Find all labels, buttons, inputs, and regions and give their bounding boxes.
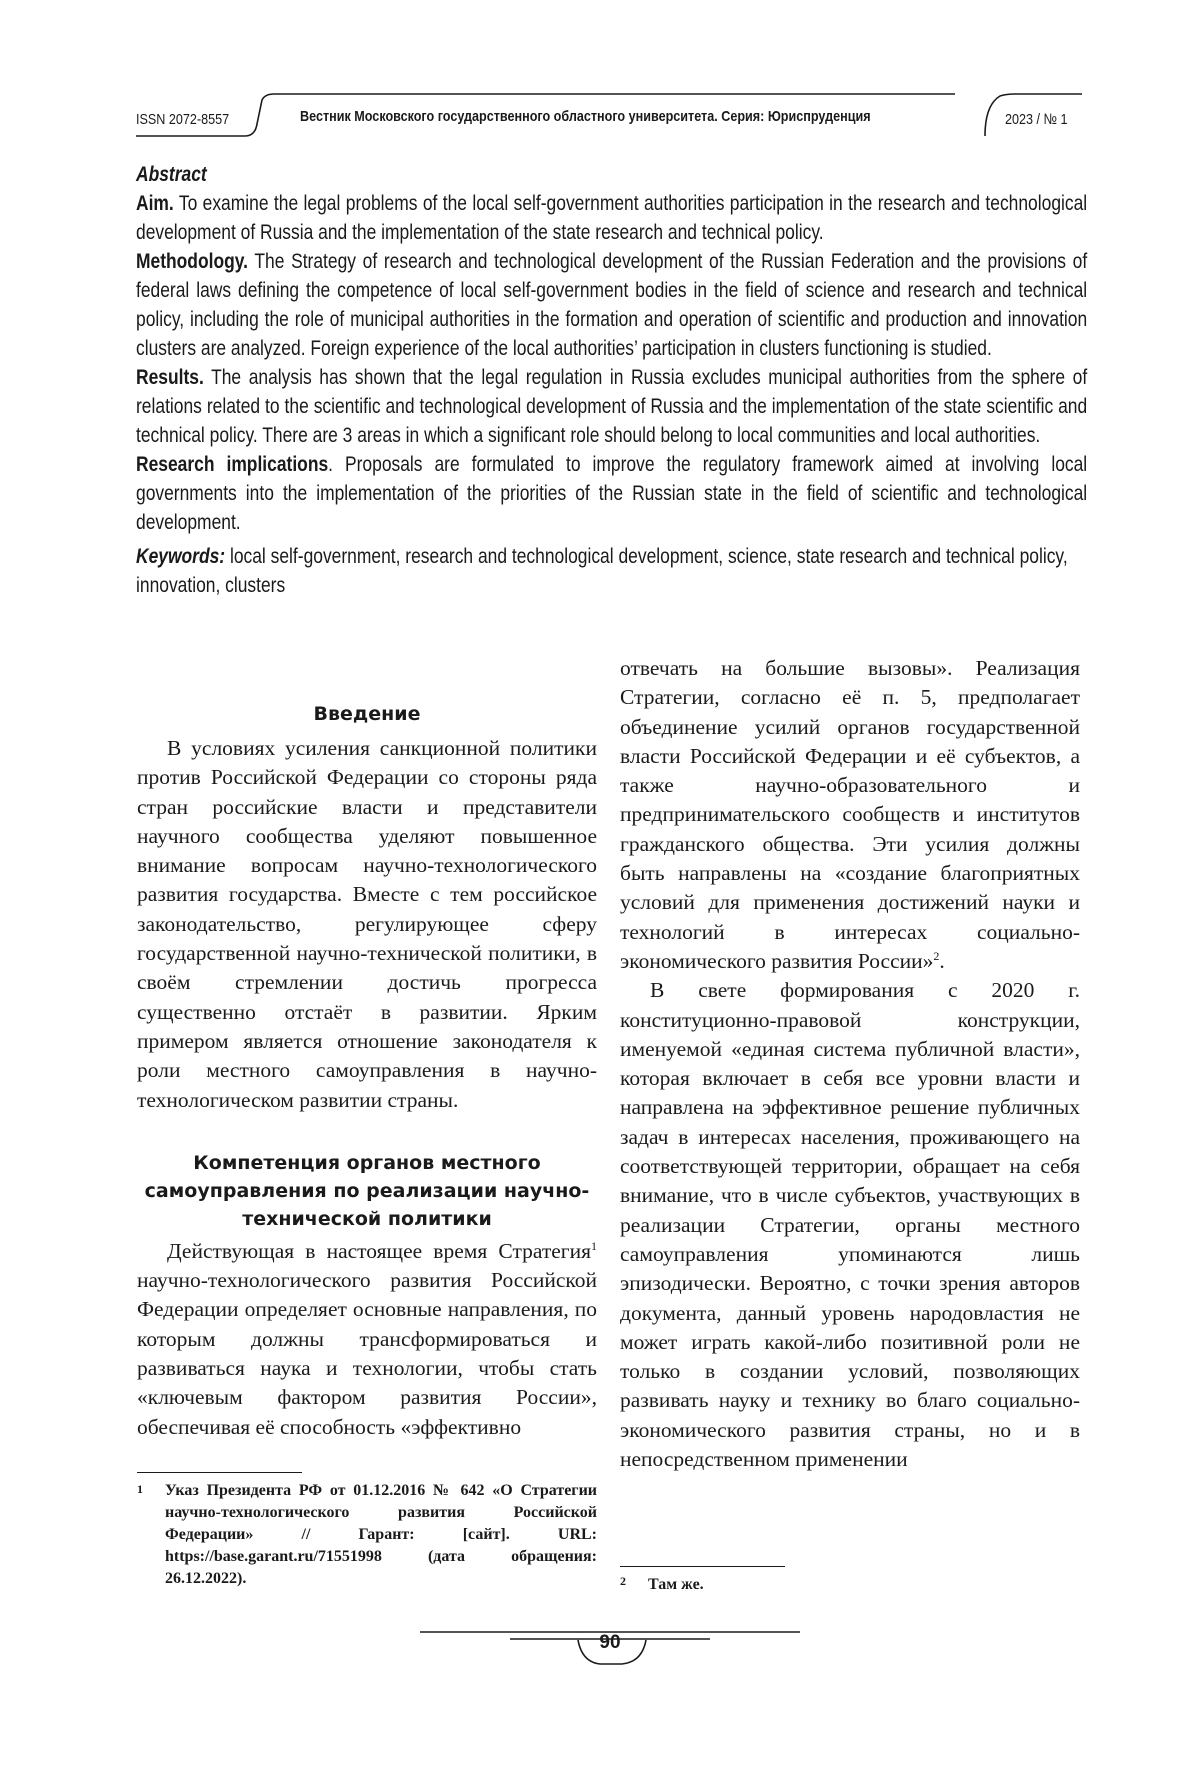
- footnote-1-text: Указ Президента РФ от 01.12.2016 № 642 «О Стратегии научно-технологического развития Российской Федерации» // Гарант: [сайт]. URL: https://base.garant.ru/71551998 (дата обращения: 26.12.2022).: [165, 1482, 597, 1587]
- page-number: 90: [599, 1632, 621, 1653]
- footnote-1: [137, 1480, 597, 1590]
- abstract-heading: Abstract: [136, 163, 207, 186]
- footnote-rule-left: [137, 1472, 302, 1473]
- right-column: [620, 654, 1080, 1474]
- strategy-paragraph-continued: отвечать на большие вызовы». Реализация Стратегии, согласно её п. 5, предполагает объединение усилий органов государственной власти Российской Федерации и её субъектов, а также научно-образовательного и предпринимательского сообществ и институтов гражданского общества. Эти усилия должны быть направлены на «создание благоприятных условий для применения достижений науки и технологий в интересах социально-экономического развития России»$^2$.: [620, 656, 1080, 973]
- abstract-methodology: Methodology. The Strategy of research and technological development of the Russian Federation and the provisions of federal laws defining the competence of local self-government bodies in the field of science and research and technical policy, including the role of municipal authorities in the formation and operation of scientific and production and innovation clusters are analyzed. Foreign experience of the local authorities’ participation in clusters functioning is studied.: [136, 250, 1088, 360]
- issue-label: 2023 / № 1: [1005, 111, 1068, 128]
- abstract-aim: Aim. To examine the legal problems of the local self-government authorities participation in the research and technological development of Russia and the implementation of the state research and technical policy.: [136, 192, 1088, 244]
- abstract-block: [136, 160, 1087, 600]
- issn-label: ISSN 2072-8557: [136, 111, 230, 128]
- footnote-ref-2[interactable]: 2: [933, 948, 940, 963]
- footnote-ref-1[interactable]: 1: [591, 1238, 597, 1253]
- public-power-paragraph: В свете формирования с 2020 г. конституционно-правовой конструкции, именуемой «единая система публичной власти», которая включает в себя все уровни власти и направлена на эффективное решение публичных задач в интересах населения, проживающего на соответствующей территории, обращает на себя внимание, что в числе субъектов, участвующих в реализации Стратегии, органы местного самоуправления упоминаются лишь эпизодически. Вероятно, с точки зрения авторов документа, данный уровень народовластия не может играть какой-либо позитивной роли не только в создании условий, позволяющих развивать науку и технику во благо социально-экономического развития страны, но и в непосредственном применении: [620, 978, 1080, 1472]
- footnote-1-number: 1: [137, 1482, 143, 1496]
- intro-heading: Введение: [313, 703, 421, 725]
- footnote-2-text: Там же.: [648, 1576, 704, 1593]
- footnote-2-number: 2: [620, 1574, 626, 1588]
- section-heading: Компетенция органов местного самоуправления по реализации научно-технической политики: [144, 1151, 590, 1230]
- left-column: [137, 700, 597, 1442]
- running-header: [0, 0, 1200, 150]
- abstract-implications: Research implications. Proposals are formulated to improve the regulatory framework aimed at involving local governments into the implementation of the priorities of the Russian state in the field of scientific and technological development.: [136, 453, 1088, 534]
- abstract-keywords: Keywords: local self-government, research and technological development, science, state research and technical policy, innovation, clusters: [136, 545, 1068, 597]
- strategy-paragraph-start: Действующая в настоящее время Стратегия$^1$ научно-технологического развития Российской Федерации определяет основные направления, по которым должны трансформироваться и развиваться наука и технологии, чтобы стать «ключевым фактором развития России», обеспечивая её способность «эффективно: [137, 1238, 597, 1439]
- intro-paragraph: В условиях усиления санкционной политики против Российской Федерации со стороны ряда стран российские власти и представители научного сообщества уделяют повышенное внимание вопросам научно-технологического развития государства. Вместе с тем российское законодательство, регулирующее сферу государственной научно-технической политики, в своём стремлении достичь прогресса существенно отстаёт в развитии. Ярким примером является отношение законодателя к роли местного самоуправления в научно-технологическом развитии страны.: [137, 736, 597, 1112]
- journal-title: Вестник Московского государственного областного университета. Серия: Юриспруденция: [300, 108, 871, 125]
- footer-ornament: [0, 1610, 1200, 1700]
- abstract-results: Results. The analysis has shown that the legal regulation in Russia excludes municipal authorities from the sphere of relations related to the scientific and technological development of Russia and the implementation of the state scientific and technical policy. There are 3 areas in which a significant role should belong to local communities and local authorities.: [136, 366, 1088, 447]
- strategy-paragraph-tail: отвечать на большие вызовы». Реализация Стратегии, согласно её п. 5, предполагает объединение усилий органов государственной власти Российской Федерации и её субъектов, а также научно-образовательного и предпринимательского сообществ и институтов гражданского общества. Эти усилия должны быть направлены на «создание благоприятных условий для применения достижений науки и технологий в интересах социально-экономического развития России»: [620, 656, 1080, 973]
- footnote-2: [620, 1574, 1080, 1596]
- footnote-rule-right: [620, 1566, 785, 1567]
